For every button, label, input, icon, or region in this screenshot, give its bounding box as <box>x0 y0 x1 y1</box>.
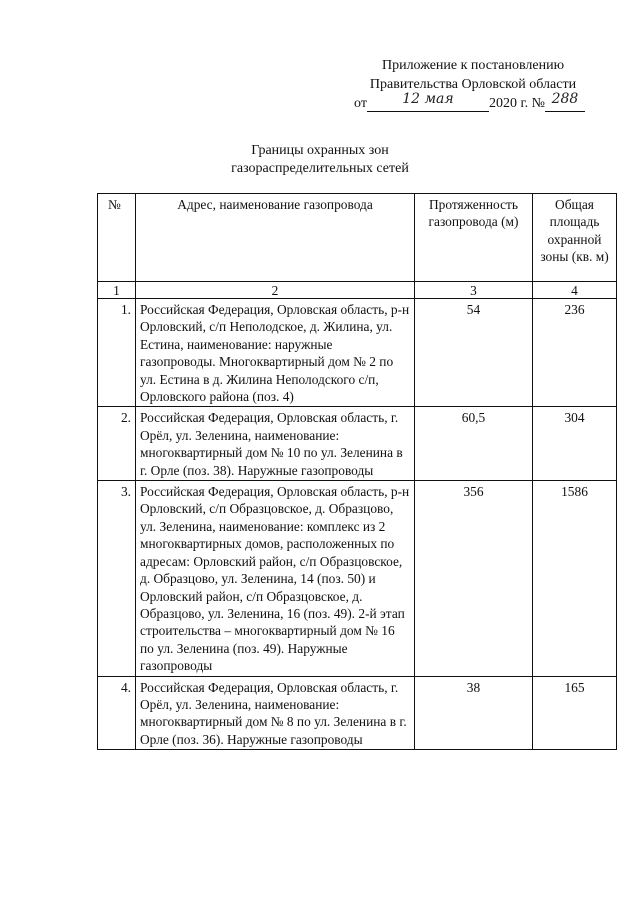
header-address: Адрес, наименование газопровода <box>136 194 415 282</box>
row-number: 4. <box>98 676 136 750</box>
column-index: 1 <box>98 282 136 299</box>
date-blank <box>367 91 489 112</box>
appendix-block <box>348 56 598 113</box>
row-area: 165 <box>533 676 617 750</box>
header-length: Протяженность газопровода (м) <box>415 194 533 282</box>
appendix-date-line <box>348 91 598 113</box>
row-address: Российская Федерация, Орловская область, г. Орёл, ул. Зеленина, наименование: многоквартирный дом № 10 по ул. Зеленина в г. Орле (поз. 38). Наружные газопроводы <box>136 407 415 481</box>
row-address: Российская Федерация, Орловская область, р-н Орловский, с/п Неполодское, д. Жилина, ул. Естина, наименование: наружные газопроводы. Многоквартирный дом № 2 по ул. Естина в д. Жилина Неполодского с/п, Орловского района (поз. 4) <box>136 299 415 407</box>
handwritten-number: 288 <box>551 91 579 107</box>
table-row <box>98 676 617 750</box>
row-area: 236 <box>533 299 617 407</box>
title-line-2: газораспределительных сетей <box>231 161 409 176</box>
row-number: 2. <box>98 407 136 481</box>
table-header-row <box>98 194 617 282</box>
table-row <box>98 299 617 407</box>
appendix-line-1: Приложение к постановлению <box>381 58 565 73</box>
table-row <box>98 481 617 676</box>
header-number: № <box>98 194 136 282</box>
header-area: Общая площадь охранной зоны (кв. м) <box>533 194 617 282</box>
column-index: 4 <box>533 282 617 299</box>
row-length: 60,5 <box>415 407 533 481</box>
row-length: 38 <box>415 676 533 750</box>
row-address: Российская Федерация, Орловская область, г. Орёл, ул. Зеленина, наименование: многоквартирный дом № 8 по ул. Зеленина в г. Орле (поз. 36). Наружные газопроводы <box>136 676 415 750</box>
year-number-label: 2020 г. № <box>488 96 545 111</box>
row-length: 54 <box>415 299 533 407</box>
row-number: 1. <box>98 299 136 407</box>
title-line-1: Границы охранных зон <box>251 143 389 158</box>
handwritten-date: 12 мая <box>402 91 454 107</box>
row-area: 304 <box>533 407 617 481</box>
date-prefix: от <box>354 96 367 111</box>
column-index: 3 <box>415 282 533 299</box>
row-area: 1586 <box>533 481 617 676</box>
row-length: 356 <box>415 481 533 676</box>
table-row <box>98 407 617 481</box>
row-number: 3. <box>98 481 136 676</box>
column-index: 2 <box>136 282 415 299</box>
protection-zones-table <box>97 193 617 750</box>
document-title <box>0 142 640 178</box>
row-address: Российская Федерация, Орловская область, р-н Орловский, с/п Образцовское, д. Образцово, ул. Зеленина, наименование: комплекс из 2 многоквартирных домов, расположенных по адресам: Орловский район, с/п Образцовское, д. Образцово, ул. Зеленина, 14 (поз. 50) и Орловский район, с/п Образцовское, д. Образцово, ул. Зеленина, 16 (поз. 49). 2-й этап строительства – многоквартирный дом № 16 по ул. Зеленина (поз. 49). Наружные газопроводы <box>136 481 415 676</box>
appendix-line-2: Правительства Орловской области <box>369 77 577 92</box>
column-index-row <box>98 282 617 299</box>
number-blank <box>545 91 585 112</box>
